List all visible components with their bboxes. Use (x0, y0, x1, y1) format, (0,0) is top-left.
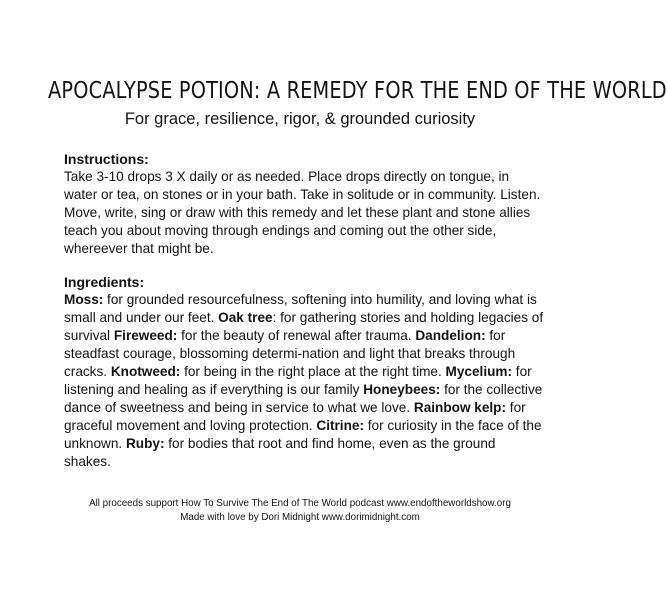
footer-proceeds-line: All proceeds support How To Survive The End of The World podcast www.endoftheworldshow.org (89, 498, 511, 509)
ingredient-name: Honeybees: (363, 382, 441, 397)
instructions-text: Take 3-10 drops 3 X daily or as needed. Place drops directly on tongue, in water or tea, on stones or in your bath. Take in solitude or in community. Listen. Move, write, sing or draw with this remedy and let these plant and stone allies teach you about moving through endings and coming out the other side, whereever that might be. (64, 169, 541, 256)
ingredients-heading: Ingredients: (64, 274, 145, 290)
ingredient-desc: for steadfast courage, blossoming determi-nation and light that breaks through cracks. (64, 328, 516, 379)
ingredient-desc: for curiosity in the face of the unknown. (64, 418, 542, 451)
ingredient-name: Ruby: (125, 436, 165, 451)
ingredient-name: Fireweed: (113, 328, 178, 343)
ingredient-desc: for the collective dance of sweetness and being in service to what we love. (64, 382, 543, 415)
ingredient-name: Rainbow kelp: (413, 400, 507, 415)
ingredient-desc: for the beauty of renewal after trauma. (177, 328, 416, 343)
ingredient-desc: for graceful movement and loving protection. (64, 400, 526, 433)
page-subtitle: For grace, resilience, rigor, & grounded curiosity (124, 110, 476, 128)
page-title: APOCALYPSE POTION: A REMEDY FOR THE END OF THE WORLD (48, 78, 667, 104)
instructions-section (64, 150, 544, 258)
ingredient-name: Mycelium: (445, 364, 513, 379)
instructions-heading: Instructions: (64, 151, 149, 167)
footer-credit-line: Made with love by Dori Midnight www.dorimidnight.com (180, 512, 420, 523)
ingredient-desc: for being in the right place at the right time. (180, 364, 446, 379)
ingredient-desc: for listening and healing as if everything is our family (64, 364, 532, 397)
ingredients-section (64, 273, 544, 471)
ingredient-desc: for bodies that root and find home, even as the ground shakes. (64, 436, 496, 469)
ingredient-name: Moss: (64, 292, 104, 307)
ingredient-desc: : for gathering stories and holding legacies of survival (64, 310, 544, 343)
ingredient-desc: for grounded resourcefulness, softening into humility, and loving what is small and under our feet. (64, 292, 537, 325)
ingredient-name: Oak tree (218, 310, 273, 325)
ingredients-text (64, 291, 544, 471)
ingredient-name: Knotweed: (110, 364, 181, 379)
ingredient-name: Citrine: (316, 418, 364, 433)
ingredient-name: Dandelion: (415, 328, 486, 343)
